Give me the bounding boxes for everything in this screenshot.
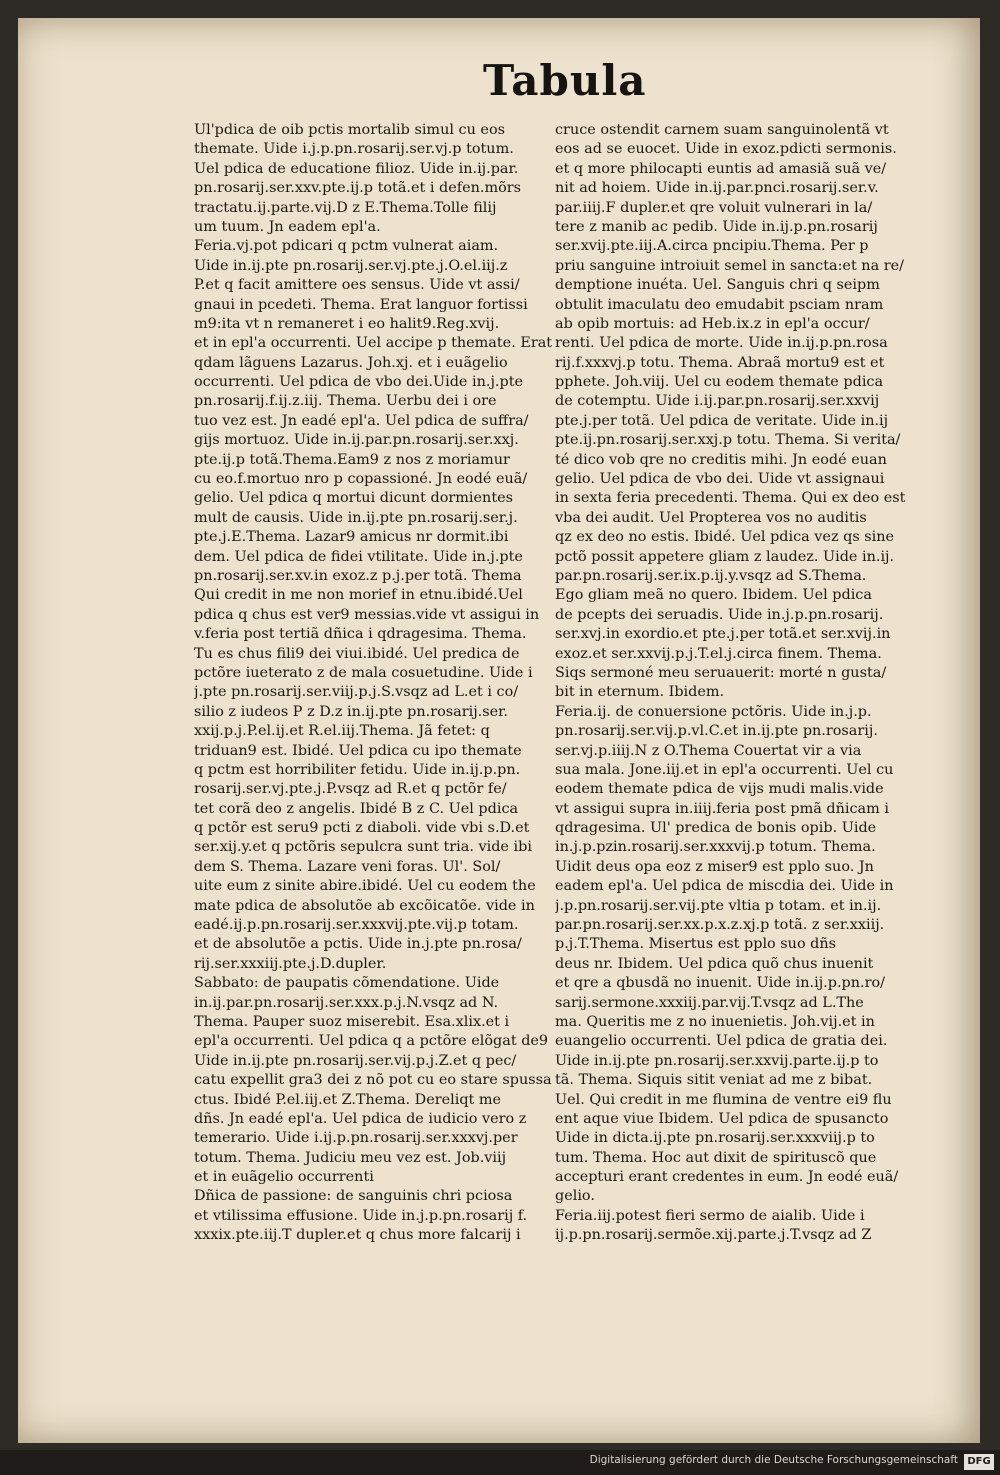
text-line: et qre a qbusdã no inuenit. Uide in.ij.p.pn.ro/ [555,975,885,992]
text-line: xxxix.pte.iij.T dupler.et q chus more falcarij i [194,1227,521,1244]
text-line: j.p.pn.rosarij.ser.vij.pte vltia p totam. et in.ij. [555,897,882,914]
text-line: in.j.p.pzin.rosarij.ser.xxxvij.p totum. Thema. [555,839,876,856]
text-line: et in euãgelio occurrenti [194,1169,374,1186]
text-line: Qui credit in me non morief in etnu.ibidé.Uel [194,587,523,604]
text-line: qdragesima. Ul' predica de bonis opib. Uide [555,820,877,837]
text-line: pte.j.per totã. Uel pdica de veritate. Uide in.ij [555,412,889,429]
text-line: pctõre iueterato z de mala cosuetudine. Uide i [194,664,533,681]
footer-bar [0,1450,1000,1475]
text-line: gelio. [555,1188,595,1205]
text-line: rij.f.xxxvj.p totu. Thema. Abraã mortu9 est et [555,354,885,371]
text-line: dñs. Jn eadé epl'a. Uel pdica de iudicio vero z [194,1110,527,1127]
text-line: catu expellit gra3 dei z nõ pot cu eo stare spussa [194,1072,552,1089]
left-text-column [194,121,554,1246]
text-line: gnaui in pcedeti. Thema. Erat languor fortissi [194,296,528,313]
text-line: et q more philocapti euntis ad amasiã suã ve/ [555,160,887,177]
text-line: ser.xij.y.et q pctõris sepulcra sunt tria. vide ibi [194,839,532,856]
text-line: q pctõr est seru9 pcti z diaboli. vide vbi s.D.et [194,820,530,837]
text-line: eadem epl'a. Uel pdica de miscdia dei. Uide in [555,878,894,895]
text-line: rij.ser.xxxiij.pte.j.D.dupler. [194,955,387,972]
text-line: Ul'pdica de oib pctis mortalib simul cu eos [194,122,505,138]
text-line: priu sanguine introiuit semel in sancta:et na re/ [555,257,904,274]
text-line: eadé.ij.p.pn.rosarij.ser.xxxvij.pte.vij.p totam. [194,917,519,934]
text-line: dem S. Thema. Lazare veni foras. Ul'. Sol/ [194,858,501,875]
text-line: Uide in.ij.pte pn.rosarij.ser.vij.p.j.Z.et q pec/ [194,1052,517,1069]
text-line: bit in eternum. Ibidem. [555,684,725,701]
text-line: P.et q facit amittere oes sensus. Uide vt assi/ [194,277,520,294]
text-line: Feria.iij.potest fieri sermo de aialib. Uide i [555,1207,865,1224]
text-line: m9:ita vt n remaneret i eo halit9.Reg.xvij. [194,315,500,332]
text-line: ma. Queritis me z no inuenietis. Joh.vij.et in [555,1013,875,1030]
text-line: epl'a occurrenti. Uel pdica q a pctõre elõgat de9 [194,1033,549,1050]
text-line: cruce ostendit carnem suam sanguinolentã vt [555,122,889,138]
text-line: pctõ possit appetere gliam z laudez. Uide in.ij. [555,548,895,565]
text-line: qz ex deo no estis. Ibidé. Uel pdica vez qs sine [555,529,895,546]
text-line: gelio. Uel pdica q mortui dicunt dormientes [194,490,513,507]
text-line: pte.j.E.Thema. Lazar9 amicus nr dormit.ibi [194,529,509,546]
text-line: té dico vob qre no creditis mihi. Jn eodé euan [555,451,887,468]
text-line: occurrenti. Uel pdica de vbo dei.Uide in.j.pte [194,374,524,391]
text-line: q pctm est horribiliter fetidu. Uide in.ij.p.pn. [194,761,521,778]
right-text-column [555,121,917,1246]
text-line: rosarij.ser.vj.pte.j.P.vsqz ad R.et q pctõr fe/ [194,781,507,798]
text-line: gijs mortuoz. Uide in.ij.par.pn.rosarij.ser.xxj. [194,432,519,449]
text-line: Uide in dicta.ij.pte pn.rosarij.ser.xxxviij.p to [555,1130,875,1147]
text-line: Dñica de passione: de sanguinis chri pciosa [194,1188,513,1205]
text-line: tere z manib ac pedib. Uide in.ij.p.pn.rosarij [555,218,878,235]
text-line: temerario. Uide i.ij.p.pn.rosarij.ser.xxxvj.per [194,1130,518,1147]
text-line: accepturi erant credentes in eum. Jn eodé euã/ [555,1169,899,1186]
text-line: mate pdica de absolutõe ab excõicatõe. vide in [194,897,535,914]
text-line: nit ad hoiem. Uide in.ij.par.pnci.rosarij.ser.v. [555,180,879,197]
text-line: pte.ij.p totã.Thema.Eam9 z nos z moriamur [194,451,510,468]
text-line: cu eo.f.mortuo nro p copassioné. Jn eodé euã/ [194,471,528,488]
text-line: euangelio occurrenti. Uel pdica de gratia dei. [555,1033,888,1050]
text-line: Uidit deus opa eoz z miser9 est pplo suo. Jn [555,858,874,875]
text-line: pte.ij.pn.rosarij.ser.xxj.p totu. Thema. Si verita/ [555,432,901,449]
text-line: pn.rosarij.ser.vij.p.vl.C.et in.ij.pte pn.rosarij. [555,723,878,740]
text-line: in sexta feria precedenti. Thema. Qui ex deo est [555,490,906,507]
text-line: ser.xvj.in exordio.et pte.j.per totã.et ser.xvij.in [555,626,891,643]
text-line: deus nr. Ibidem. Uel pdica quõ chus inuenit [555,955,874,972]
text-line: dem. Uel pdica de fidei vtilitate. Uide in.j.pte [194,548,523,565]
text-line: Siqs sermoné meu seruauerit: morté n gusta/ [555,664,887,681]
text-line: Feria.ij. de conuersione pctõris. Uide in.j.p. [555,703,872,720]
text-line: gelio. Uel pdica de vbo dei. Uide vt assignaui [555,471,885,488]
text-line: totum. Thema. Judiciu meu vez est. Job.viij [194,1149,507,1166]
text-line: ctus. Ibidé P.el.iij.et Z.Thema. Dereliqt me [194,1091,502,1108]
text-line: sua mala. Jone.iij.et in epl'a occurrenti. Uel cu [555,761,894,778]
text-line: demptione inuéta. Uel. Sanguis chri q seipm [555,277,880,294]
text-line: uite eum z sinite abire.ibidé. Uel cu eodem the [194,878,536,895]
text-line: um tuum. Jn eadem epl'a. [194,218,381,235]
text-line: xxij.p.j.P.el.ij.et R.el.iij.Thema. Jã fetet: q [194,723,490,740]
text-line: tã. Thema. Siquis sitit veniat ad me z bibat. [555,1072,873,1089]
text-line: sarij.sermone.xxxiij.par.vij.T.vsqz ad L.The [555,994,864,1011]
text-line: vba dei audit. Uel Propterea vos no auditis [555,509,867,526]
funding-credit: Digitalisierung gefördert durch die Deutsche Forschungsgemeinschaft [589,1454,958,1466]
text-line: Uel pdica de educatione filioz. Uide in.ij.par. [194,160,519,177]
text-line: et de absolutõe a pctis. Uide in.j.pte pn.rosa/ [194,936,522,953]
text-line: Uel. Qui credit in me flumina de ventre ei9 flu [555,1091,892,1108]
text-line: p.j.T.Thema. Misertus est pplo suo dñs [555,936,837,953]
text-line: pn.rosarij.f.ij.z.iij. Thema. Uerbu dei i ore [194,393,497,410]
text-line: pn.rosarij.ser.xxv.pte.ij.p totã.et i defen.mõrs [194,180,522,197]
text-line: par.pn.rosarij.ser.ix.p.ij.y.vsqz ad S.Thema. [555,567,867,584]
text-line: silio z iudeos P z D.z in.ij.pte pn.rosarij.ser. [194,703,508,720]
text-line: tuo vez est. Jn eadé epl'a. Uel pdica de suffra/ [194,412,529,429]
text-line: v.feria post tertiã dñica i qdragesima. Thema. [194,626,527,643]
text-line: tractatu.ij.parte.vij.D z E.Thema.Tolle filij [194,199,497,216]
text-line: tet corã deo z angelis. Ibidé B z C. Uel pdica [194,800,519,817]
text-line: de cotemptu. Uide i.ij.par.pn.rosarij.ser.xxvij [555,393,880,410]
text-line: pdica q chus est ver9 messias.vide vt assigui in [194,606,540,623]
text-line: par.iiij.F dupler.et qre voluit vulnerari in la/ [555,199,873,216]
text-line: ser.xvij.pte.iij.A.circa pncipiu.Thema. Per p [555,238,869,255]
text-line: et in epl'a occurrenti. Uel accipe p themate. Erat [194,335,553,352]
text-line: Uide in.ij.pte pn.rosarij.ser.vj.pte.j.O.el.iij.z [194,257,508,274]
text-line: renti. Uel pdica de morte. Uide in.ij.p.pn.rosa [555,335,888,352]
text-line: tum. Thema. Hoc aut dixit de spirituscõ que [555,1149,877,1166]
text-line: vt assigui supra in.iiij.feria post pmã dñicam i [555,800,889,817]
dfg-logo: DFG [964,1454,994,1470]
text-line: et vtilissima effusione. Uide in.j.p.pn.rosarij f. [194,1207,528,1224]
text-line: in.ij.par.pn.rosarij.ser.xxx.p.j.N.vsqz ad N. [194,994,499,1011]
text-line: ser.vj.p.iiij.N z O.Thema Couertat vir a via [555,742,862,759]
text-line: mult de causis. Uide in.ij.pte pn.rosarij.ser.j. [194,509,518,526]
text-line: themate. Uide i.j.p.pn.rosarij.ser.vj.p totum. [194,141,514,158]
text-line: pn.rosarij.ser.xv.in exoz.z p.j.per totã. Thema [194,567,522,584]
text-line: exoz.et ser.xxvij.p.j.T.el.j.circa finem. Thema. [555,645,882,662]
text-line: eodem themate pdica de vijs mudi malis.vide [555,781,884,798]
text-line: obtulit imaculatu deo emudabit psciam nram [555,296,884,313]
text-line: de pcepts dei seruadis. Uide in.j.p.pn.rosarij. [555,606,884,623]
text-line: Sabbato: de paupatis cõmendatione. Uide [194,975,500,992]
text-line: Uide in.ij.pte pn.rosarij.ser.xxvij.parte.ij.p to [555,1052,879,1069]
text-line: ab opib mortuis: ad Heb.ix.z in epl'a occur/ [555,315,870,332]
text-line: Ego gliam meã no quero. Ibidem. Uel pdica [555,587,872,604]
text-line: qdam lãguens Lazarus. Joh.xj. et i euãgelio [194,354,508,371]
text-line: j.pte pn.rosarij.ser.viij.p.j.S.vsqz ad L.et i co/ [194,684,519,701]
text-line: ent aque viue Ibidem. Uel pdica de spusancto [555,1110,889,1127]
text-line: Feria.vj.pot pdicari q pctm vulnerat aiam. [194,238,499,255]
book-page [18,18,980,1443]
text-line: par.pn.rosarij.ser.xx.p.x.z.xj.p totã. z ser.xxiij. [555,917,885,934]
text-line: eos ad se euocet. Uide in exoz.pdicti sermonis. [555,141,897,158]
text-line: Thema. Pauper suoz miserebit. Esa.xlix.et i [194,1013,510,1030]
text-line: ij.p.pn.rosarij.sermõe.xij.parte.j.T.vsqz ad Z [555,1227,872,1244]
text-line: pphete. Joh.viij. Uel cu eodem themate pdica [555,374,884,391]
page-heading: Tabula [483,56,647,105]
text-line: triduan9 est. Ibidé. Uel pdica cu ipo themate [194,742,522,759]
text-line: Tu es chus fili9 dei viui.ibidé. Uel predica de [194,645,520,662]
